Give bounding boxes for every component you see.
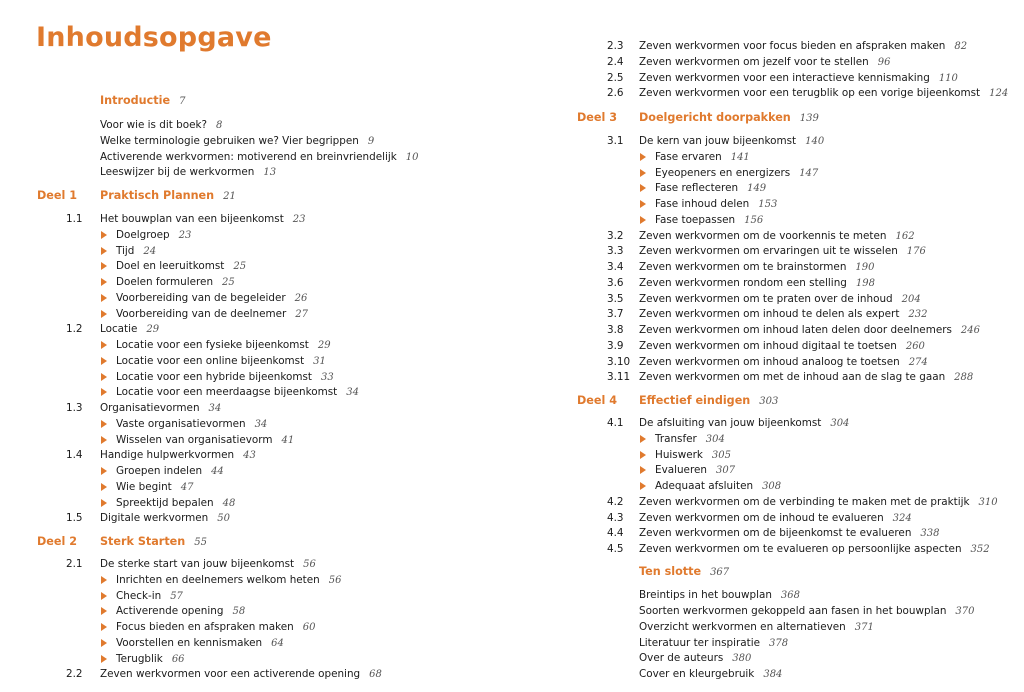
triangle-right-icon bbox=[640, 169, 646, 177]
page-number: 34 bbox=[208, 403, 222, 414]
page-number: 110 bbox=[938, 72, 958, 84]
section-title bbox=[639, 260, 875, 275]
page-number: 304 bbox=[705, 433, 725, 445]
subsection-label: Locatie voor een meerdaagse bijeenkomst bbox=[116, 386, 338, 399]
page-number: 190 bbox=[855, 262, 875, 273]
page-number: 24 bbox=[143, 245, 157, 257]
page-number: 48 bbox=[222, 497, 236, 509]
subsection-label: Voorbereiding van de begeleider bbox=[116, 291, 286, 304]
item-title bbox=[100, 118, 222, 133]
item-label: Voor wie is dit boek? bbox=[100, 119, 208, 131]
page-number: 367 bbox=[710, 567, 730, 579]
section-number: 2.5 bbox=[607, 71, 624, 84]
section-label: Zeven werkvormen om jezelf voor te stellen bbox=[639, 55, 869, 68]
page-number: 41 bbox=[281, 434, 295, 446]
page-number: 21 bbox=[223, 191, 236, 202]
part-title bbox=[639, 111, 819, 126]
section-number: 1.4 bbox=[66, 449, 83, 462]
subsection-label: Doelen formuleren bbox=[116, 276, 214, 288]
subsection-label: Wisselen van organisatievorm bbox=[116, 433, 273, 446]
section-number: 4.5 bbox=[607, 543, 624, 555]
section-label: Zeven werkvormen om te evalueren op persoonlijke aspecten bbox=[639, 543, 962, 555]
subsection-label: Fase toepassen bbox=[655, 213, 736, 226]
part-title-label: Praktisch Plannen bbox=[100, 189, 215, 202]
page-number: 378 bbox=[769, 637, 789, 649]
item-label: Breintips in het bouwplan bbox=[639, 589, 772, 602]
section-number: 3.8 bbox=[607, 324, 624, 336]
section-label: Zeven werkvormen voor focus bieden en afspraken maken bbox=[639, 40, 946, 52]
page-number: 29 bbox=[146, 324, 160, 336]
section-label: Zeven werkvormen om de verbinding te maken met de praktijk bbox=[639, 495, 970, 508]
section-heading-title bbox=[639, 565, 729, 580]
triangle-right-icon bbox=[101, 278, 107, 286]
section-label: Zeven werkvormen om te brainstormen bbox=[639, 261, 847, 273]
section-heading-title bbox=[100, 94, 185, 109]
subsection-label: Evalueren bbox=[655, 464, 707, 477]
triangle-right-icon bbox=[101, 262, 107, 270]
page-number: 44 bbox=[211, 466, 224, 477]
subsection-label: Activerende opening bbox=[116, 605, 224, 618]
section-number: 1.5 bbox=[66, 512, 83, 525]
page-number: 124 bbox=[989, 88, 1009, 100]
page-number: 305 bbox=[711, 449, 731, 461]
triangle-right-icon bbox=[101, 231, 107, 239]
section-number: 3.2 bbox=[607, 229, 624, 242]
subsection-title bbox=[116, 573, 341, 588]
subsection-label: Voorbereiding van de deelnemer bbox=[116, 307, 287, 320]
triangle-right-icon bbox=[101, 483, 107, 491]
item-title bbox=[639, 667, 782, 682]
section-title bbox=[100, 401, 221, 416]
item-label: Literatuur ter inspiratie bbox=[639, 636, 761, 649]
page-number: 370 bbox=[955, 606, 975, 617]
part-title-label: Doelgericht doorpakken bbox=[639, 111, 791, 124]
section-label: Zeven werkvormen om inhoud laten delen door deelnemers bbox=[639, 324, 952, 336]
subsection-title bbox=[655, 150, 750, 165]
item-label: Activerende werkvormen: motiverend en breinvriendelijk bbox=[100, 150, 397, 163]
subsection-label: Fase inhoud delen bbox=[655, 198, 750, 210]
item-label: Cover en kleurgebruik bbox=[639, 668, 755, 680]
subsection-title bbox=[655, 197, 777, 212]
subsection-title bbox=[655, 181, 766, 196]
subsection-title bbox=[116, 652, 185, 667]
item-label: Soorten werkvormen gekoppeld aan fasen in het bouwplan bbox=[639, 605, 947, 617]
subsection-title bbox=[116, 275, 235, 290]
triangle-right-icon bbox=[101, 467, 107, 475]
section-label: Zeven werkvormen voor een interactieve kennismaking bbox=[639, 71, 930, 84]
subsection-title bbox=[116, 589, 183, 604]
item-label: Welke terminologie gebruiken we? Vier begrippen bbox=[100, 134, 359, 147]
page-number: 43 bbox=[243, 450, 256, 462]
section-number: 3.6 bbox=[607, 276, 624, 289]
subsection-title bbox=[116, 370, 334, 385]
section-number: 3.7 bbox=[607, 308, 624, 321]
triangle-right-icon bbox=[101, 388, 107, 396]
section-title bbox=[639, 292, 921, 307]
section-title bbox=[639, 416, 849, 431]
subsection-label: Inrichten en deelnemers welkom heten bbox=[116, 573, 320, 586]
section-number: 1.1 bbox=[66, 213, 83, 225]
section-label: Zeven werkvormen voor een activerende opening bbox=[100, 668, 361, 681]
section-title bbox=[639, 86, 1008, 101]
section-number: 1.3 bbox=[66, 402, 83, 414]
part-title bbox=[639, 394, 778, 409]
section-number: 4.4 bbox=[607, 527, 624, 540]
subsection-label: Check-in bbox=[116, 589, 162, 602]
subsection-title bbox=[116, 496, 235, 511]
page-number: 58 bbox=[232, 606, 246, 618]
section-title bbox=[639, 229, 915, 244]
section-label: Zeven werkvormen om ervaringen uit te wisselen bbox=[639, 245, 898, 258]
part-number: Deel 3 bbox=[577, 111, 617, 124]
subsection-title bbox=[116, 636, 284, 651]
triangle-right-icon bbox=[640, 216, 646, 224]
section-title bbox=[100, 448, 256, 463]
section-title bbox=[639, 39, 967, 54]
page-number: 66 bbox=[171, 653, 185, 665]
triangle-right-icon bbox=[101, 310, 107, 318]
page-number: 162 bbox=[895, 230, 915, 242]
page-number: 274 bbox=[908, 356, 928, 368]
page-number: 82 bbox=[954, 41, 968, 52]
section-label: Zeven werkvormen om de bijeenkomst te evalueren bbox=[639, 527, 912, 540]
subsection-label: Eyeopeners en energizers bbox=[655, 166, 791, 179]
page-number: 27 bbox=[295, 308, 309, 320]
subsection-title bbox=[116, 604, 245, 619]
item-label: Leeswijzer bij de werkvormen bbox=[100, 166, 255, 179]
triangle-right-icon bbox=[101, 607, 107, 615]
subsection-title bbox=[116, 291, 307, 306]
page-number: 260 bbox=[905, 340, 925, 352]
section-number: 3.1 bbox=[607, 135, 624, 147]
page-number: 23 bbox=[292, 214, 306, 225]
section-number: 3.5 bbox=[607, 292, 624, 305]
section-number: 1.2 bbox=[66, 323, 83, 336]
triangle-right-icon bbox=[101, 623, 107, 631]
subsection-title bbox=[116, 433, 294, 448]
page-number: 55 bbox=[194, 536, 207, 548]
section-label: De afsluiting van jouw bijeenkomst bbox=[639, 417, 822, 429]
section-number: 3.9 bbox=[607, 339, 624, 352]
subsection-title bbox=[116, 385, 359, 400]
section-title bbox=[639, 542, 990, 557]
section-number: 2.6 bbox=[607, 87, 624, 100]
page-number: 384 bbox=[763, 669, 783, 680]
subsection-label: Tijd bbox=[116, 244, 135, 257]
subsection-title bbox=[116, 244, 156, 259]
triangle-right-icon bbox=[101, 639, 107, 647]
subsection-label: Doelgroep bbox=[116, 228, 170, 241]
page-number: 96 bbox=[877, 56, 891, 68]
subsection-label: Groepen indelen bbox=[116, 465, 203, 477]
subsection-title bbox=[116, 259, 246, 274]
section-number: 2.1 bbox=[66, 558, 83, 570]
page-number: 13 bbox=[263, 167, 277, 179]
section-label: Zeven werkvormen om inhoud analoog te toetsen bbox=[639, 355, 900, 368]
triangle-right-icon bbox=[640, 153, 646, 161]
page-number: 153 bbox=[758, 199, 778, 210]
item-title bbox=[639, 636, 788, 651]
subsection-label: Terugblik bbox=[116, 652, 163, 665]
subsection-title bbox=[116, 354, 326, 369]
section-label: Zeven werkvormen om te praten over de inhoud bbox=[639, 292, 893, 305]
triangle-right-icon bbox=[101, 499, 107, 507]
section-title bbox=[100, 667, 382, 682]
section-heading-label: Introductie bbox=[100, 94, 171, 107]
subsection-title bbox=[116, 620, 315, 635]
section-title bbox=[100, 322, 159, 337]
section-number: 4.3 bbox=[607, 511, 624, 524]
subsection-label: Locatie voor een fysieke bijeenkomst bbox=[116, 339, 309, 351]
page-number: 64 bbox=[271, 637, 284, 649]
page-number: 68 bbox=[369, 669, 382, 681]
section-title bbox=[639, 276, 875, 291]
subsection-label: Spreektijd bepalen bbox=[116, 496, 214, 509]
section-title bbox=[639, 244, 926, 259]
page-number: 176 bbox=[906, 246, 926, 258]
page-number: 31 bbox=[313, 355, 326, 367]
page-number: 23 bbox=[178, 229, 192, 241]
section-title bbox=[639, 323, 980, 338]
triangle-right-icon bbox=[101, 576, 107, 584]
page-number: 60 bbox=[302, 622, 316, 633]
subsection-title bbox=[655, 166, 818, 181]
section-title bbox=[639, 370, 973, 385]
subsection-label: Fase reflecteren bbox=[655, 182, 739, 195]
subsection-title bbox=[655, 479, 781, 494]
page-number: 7 bbox=[179, 96, 186, 107]
page-number: 149 bbox=[747, 183, 767, 195]
page-number: 33 bbox=[320, 371, 334, 383]
section-number: 2.4 bbox=[607, 55, 624, 68]
section-label: Organisatievormen bbox=[100, 402, 200, 414]
subsection-title bbox=[116, 338, 331, 353]
section-number: 4.2 bbox=[607, 495, 624, 508]
subsection-label: Doel en leeruitkomst bbox=[116, 260, 225, 273]
section-label: De sterke start van jouw bijeenkomst bbox=[100, 558, 295, 570]
triangle-right-icon bbox=[640, 451, 646, 459]
triangle-right-icon bbox=[101, 247, 107, 255]
section-title bbox=[639, 511, 912, 526]
subsection-label: Locatie voor een online bijeenkomst bbox=[116, 354, 305, 367]
page-number: 304 bbox=[830, 418, 850, 429]
section-label: Zeven werkvormen om inhoud digitaal te toetsen bbox=[639, 339, 897, 352]
part-number: Deel 2 bbox=[37, 534, 77, 548]
subsection-label: Adequaat afsluiten bbox=[655, 480, 754, 492]
page-number: 380 bbox=[732, 653, 752, 665]
item-title bbox=[639, 651, 751, 666]
page-title: Inhoudsopgave bbox=[36, 22, 272, 53]
section-label: Zeven werkvormen om de inhoud te evalueren bbox=[639, 511, 884, 524]
subsection-title bbox=[116, 307, 308, 322]
item-title bbox=[639, 604, 975, 619]
section-number: 2.3 bbox=[607, 40, 624, 52]
page-number: 303 bbox=[759, 395, 779, 407]
section-label: Zeven werkvormen voor een terugblik op een vorige bijeenkomst bbox=[639, 87, 981, 100]
page-number: 198 bbox=[855, 277, 875, 289]
page-number: 141 bbox=[730, 151, 750, 163]
page-number: 368 bbox=[780, 590, 801, 602]
subsection-title bbox=[655, 213, 763, 228]
section-label: Digitale werkvormen bbox=[100, 512, 209, 525]
triangle-right-icon bbox=[101, 436, 107, 444]
page-number: 232 bbox=[908, 309, 928, 321]
section-title bbox=[100, 557, 316, 572]
triangle-right-icon bbox=[640, 435, 646, 443]
part-title bbox=[100, 535, 207, 550]
section-title bbox=[639, 307, 927, 322]
page-number: 9 bbox=[367, 135, 375, 147]
page-number: 338 bbox=[920, 528, 940, 540]
section-label: Zeven werkvormen om inhoud te delen als expert bbox=[639, 308, 900, 321]
section-label: De kern van jouw bijeenkomst bbox=[639, 135, 797, 147]
section-label: Locatie bbox=[100, 323, 138, 336]
subsection-label: Locatie voor een hybride bijeenkomst bbox=[116, 370, 312, 383]
subsection-title bbox=[655, 463, 735, 478]
item-title bbox=[100, 165, 276, 180]
section-title bbox=[639, 526, 940, 541]
subsection-title bbox=[655, 448, 731, 463]
page-number: 140 bbox=[805, 136, 825, 147]
section-label: Het bouwplan van een bijeenkomst bbox=[100, 213, 284, 225]
page-number: 50 bbox=[217, 513, 231, 525]
page-number: 47 bbox=[180, 481, 194, 493]
triangle-right-icon bbox=[640, 200, 646, 208]
section-number: 3.4 bbox=[607, 261, 624, 273]
section-number: 3.11 bbox=[607, 371, 631, 384]
subsection-title bbox=[116, 228, 191, 243]
subsection-title bbox=[116, 480, 194, 495]
page-number: 246 bbox=[960, 325, 980, 336]
subsection-label: Huiswerk bbox=[655, 448, 703, 461]
triangle-right-icon bbox=[101, 357, 107, 365]
section-number: 3.10 bbox=[607, 355, 631, 368]
page-number: 288 bbox=[954, 372, 974, 384]
section-label: Zeven werkvormen om met de inhoud aan de slag te gaan bbox=[639, 371, 946, 384]
page-number: 8 bbox=[216, 120, 223, 131]
section-title bbox=[639, 134, 824, 149]
triangle-right-icon bbox=[640, 184, 646, 192]
page-number: 10 bbox=[405, 151, 419, 163]
triangle-right-icon bbox=[101, 420, 107, 428]
triangle-right-icon bbox=[101, 655, 107, 663]
page-number: 352 bbox=[970, 544, 990, 555]
triangle-right-icon bbox=[101, 341, 107, 349]
part-number: Deel 1 bbox=[37, 189, 77, 202]
page-number: 25 bbox=[233, 261, 247, 273]
page-number: 310 bbox=[978, 496, 998, 508]
triangle-right-icon bbox=[640, 482, 646, 490]
item-title bbox=[100, 150, 419, 165]
section-title bbox=[639, 71, 958, 86]
page-number: 34 bbox=[254, 418, 268, 430]
section-number: 4.1 bbox=[607, 417, 624, 429]
subsection-title bbox=[116, 417, 267, 432]
section-label: Handige hulpwerkvormen bbox=[100, 449, 235, 462]
page-number: 308 bbox=[762, 481, 782, 492]
subsection-label: Focus bieden en afspraken maken bbox=[116, 621, 294, 633]
item-title bbox=[639, 620, 874, 635]
page-number: 56 bbox=[328, 574, 342, 586]
item-title bbox=[100, 134, 374, 149]
section-title bbox=[639, 355, 928, 370]
item-title bbox=[639, 588, 800, 603]
subsection-label: Wie begint bbox=[116, 480, 172, 493]
section-title bbox=[639, 495, 998, 510]
subsection-title bbox=[116, 464, 224, 479]
section-label: Zeven werkvormen rondom een stelling bbox=[639, 276, 847, 289]
page-number: 25 bbox=[222, 277, 235, 288]
subsection-label: Transfer bbox=[655, 432, 697, 445]
triangle-right-icon bbox=[101, 294, 107, 302]
subsection-title bbox=[655, 432, 725, 447]
subsection-label: Voorstellen en kennismaken bbox=[116, 636, 263, 649]
triangle-right-icon bbox=[101, 592, 107, 600]
section-title bbox=[639, 339, 925, 354]
page-number: 56 bbox=[303, 559, 316, 570]
subsection-label: Vaste organisatievormen bbox=[116, 417, 246, 430]
triangle-right-icon bbox=[101, 373, 107, 381]
section-title bbox=[100, 212, 306, 227]
section-label: Zeven werkvormen om de voorkennis te meten bbox=[639, 229, 887, 242]
part-title bbox=[100, 189, 236, 204]
page-number: 324 bbox=[892, 512, 912, 524]
item-label: Overzicht werkvormen en alternatieven bbox=[639, 620, 846, 633]
page-number: 57 bbox=[170, 590, 183, 602]
part-number: Deel 4 bbox=[577, 393, 617, 407]
part-title-label: Sterk Starten bbox=[100, 534, 186, 548]
page-number: 204 bbox=[901, 293, 921, 305]
section-number: 2.2 bbox=[66, 668, 83, 681]
part-title-label: Effectief eindigen bbox=[639, 393, 751, 407]
page-number: 26 bbox=[294, 292, 308, 304]
section-title bbox=[639, 55, 890, 70]
subsection-label: Fase ervaren bbox=[655, 150, 722, 163]
section-number: 3.3 bbox=[607, 245, 624, 258]
page-number: 139 bbox=[799, 113, 819, 124]
triangle-right-icon bbox=[640, 466, 646, 474]
page-number: 34 bbox=[346, 387, 359, 399]
page-number: 371 bbox=[854, 621, 874, 633]
page-number: 156 bbox=[744, 214, 764, 226]
page-number: 29 bbox=[317, 340, 331, 351]
item-label: Over de auteurs bbox=[639, 652, 724, 665]
page-number: 147 bbox=[799, 167, 819, 179]
section-title bbox=[100, 511, 230, 526]
page-number: 307 bbox=[715, 465, 736, 477]
section-heading-label: Ten slotte bbox=[639, 565, 702, 579]
